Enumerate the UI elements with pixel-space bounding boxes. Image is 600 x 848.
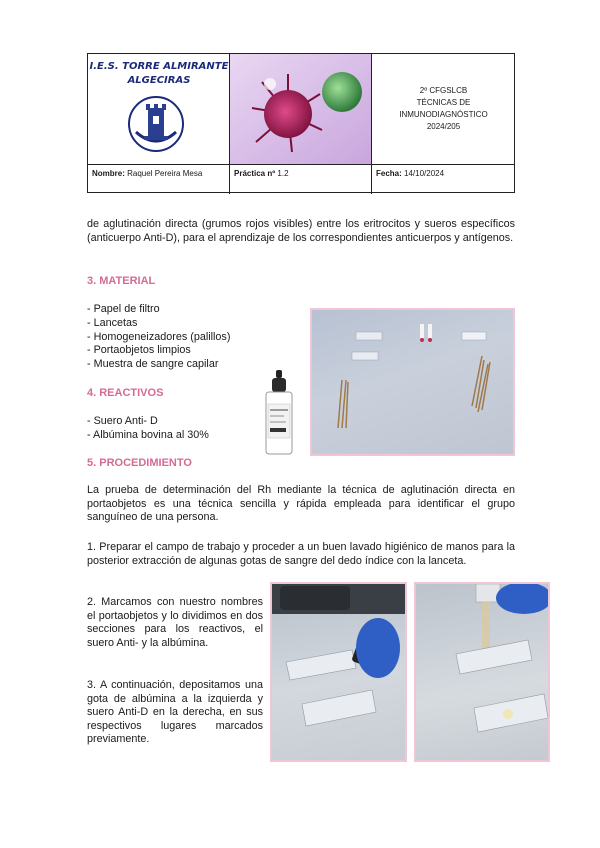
tower-emblem-icon <box>126 94 186 154</box>
course-info <box>372 54 515 164</box>
material-photo <box>310 308 515 456</box>
academic-year: 2024/205 <box>426 122 461 131</box>
procedure-photo-pipette <box>414 582 550 762</box>
list-item: - Muestra de sangre capilar <box>87 358 219 371</box>
school-name <box>88 60 230 88</box>
virus-illustration-cell <box>230 54 372 164</box>
section-heading-procedimiento: 5. PROCEDIMIENTO <box>87 457 192 469</box>
reagent-bottle-image <box>262 370 296 456</box>
practice-field <box>230 165 372 194</box>
intro-paragraph: de aglutinación directa (grumos rojos visibles) entre los eritrocitos y sueros específicos (anticuerpo Anti-D), para el aprendizaje de los correspondientes anticuerpos y antígenos. <box>87 218 515 244</box>
date-label: Fecha: <box>376 169 402 178</box>
section-heading-material: 3. MATERIAL <box>87 275 156 287</box>
practice-value: 1.2 <box>277 169 289 178</box>
date-field <box>372 165 515 194</box>
procedure-photo-dropper <box>270 582 407 762</box>
header-table <box>87 53 515 193</box>
course-code: 2º CFGSLCB <box>419 86 468 95</box>
school-name-line2: ALGECIRAS <box>127 75 191 86</box>
school-name-line1: I.E.S. TORRE ALMIRANTE <box>89 61 229 72</box>
list-item: - Albúmina bovina al 30% <box>87 428 209 441</box>
header-fields-row <box>88 164 515 193</box>
list-item: - Suero Anti- D <box>87 415 158 427</box>
practice-label: Práctica nº <box>234 169 276 178</box>
reactivos-list <box>87 415 209 443</box>
name-field <box>88 165 230 194</box>
material-list <box>87 303 230 372</box>
school-logo-cell <box>88 54 230 164</box>
procedure-intro: La prueba de determinación del Rh mediante la técnica de aglutinación directa en portaobjetos es una técnica sencilla y rápida empleada para identificar el grupo sanguíneo de una persona. <box>87 484 515 523</box>
subject-line2: INMUNODIAGNÓSTICO <box>399 110 488 119</box>
name-label: Nombre: <box>92 169 125 178</box>
procedure-step-1: 1. Preparar el campo de trabajo y proceder a un buen lavado higiénico de manos para la posterior extracción de algunas gotas de sangre del dedo índice con la lanceta. <box>87 541 515 567</box>
list-item: - Homogeneizadores (palillos) <box>87 330 231 343</box>
virus-illustration <box>230 54 371 164</box>
list-item: - Papel de filtro <box>87 303 160 315</box>
procedure-step-2: 2. Marcamos con nuestro nombres el portaobjetos y lo dividimos en dos secciones para los reactivos, el suero Anti- y la albúmina. <box>87 596 263 649</box>
procedure-step-3: 3. A continuación, depositamos una gota de albúmina a la izquierda y suero Anti-D en la derecha, en sus respectivos lugares marcados previamente. <box>87 679 263 745</box>
list-item: - Lancetas <box>87 316 138 329</box>
list-item: - Portaobjetos limpios <box>87 344 191 357</box>
name-value: Raquel Pereira Mesa <box>127 169 203 178</box>
subject-line1: TÉCNICAS DE <box>416 98 471 107</box>
date-value: 14/10/2024 <box>404 169 445 178</box>
section-heading-reactivos: 4. REACTIVOS <box>87 387 164 399</box>
